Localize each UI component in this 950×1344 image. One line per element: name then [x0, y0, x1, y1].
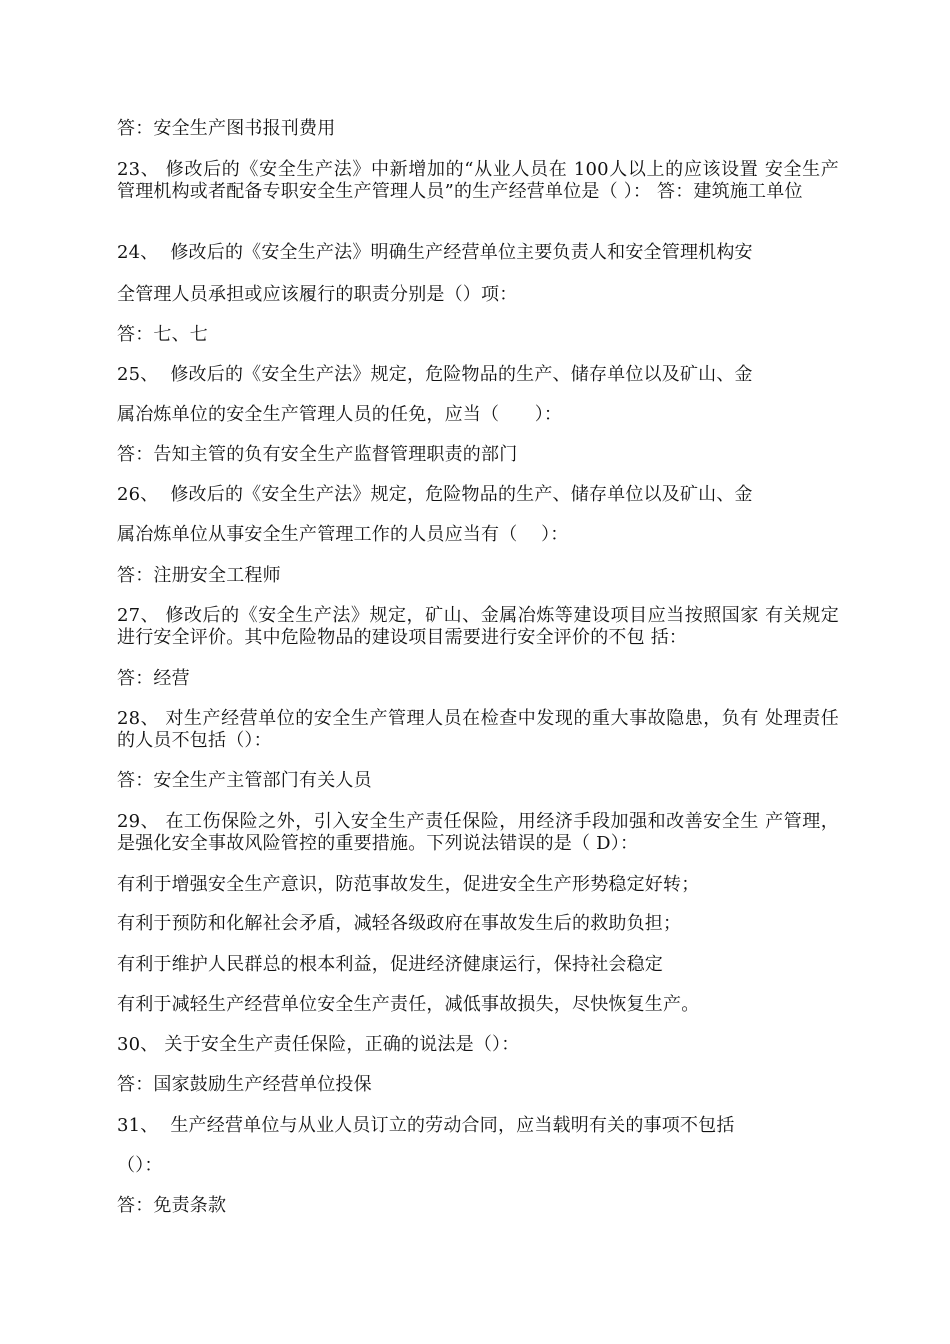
question-30: 30、 关于安全生产责任保险，正确的说法是（）：	[117, 1034, 520, 1055]
question-24: 24、 修改后的《安全生产法》明确生产经营单位主要负责人和安全管理机构安	[117, 242, 753, 263]
answer-line: 答：七、七	[117, 324, 208, 345]
answer-line: 答：注册安全工程师	[117, 565, 281, 586]
question-25: 25、 修改后的《安全生产法》规定，危险物品的生产、储存单位以及矿山、金	[117, 364, 753, 385]
answer-line: 答：安全生产图书报刊费用	[117, 118, 336, 139]
question-23: 23、 修改后的《安全生产法》中新增加的“从业人员在 100人以上的应该设置 安全生产管理机构或者配备专职安全生产管理人员”的生产经营单位是（ ）： 答：建筑施工单位	[117, 159, 839, 202]
answer-line: 答：告知主管的负有安全生产监督管理职责的部门	[117, 444, 518, 465]
question-31: 31、 生产经营单位与从业人员订立的劳动合同，应当载明有关的事项不包括	[117, 1115, 735, 1136]
question-27: 27、 修改后的《安全生产法》规定，矿山、金属冶炼等建设项目应当按照国家 有关规定进行安全评价。其中危险物品的建设项目需要进行安全评价的不包 括：	[117, 605, 839, 648]
answer-line: 答：安全生产主管部门有关人员	[117, 770, 372, 791]
question-24-continuation: 全管理人员承担或应该履行的职责分别是（）项：	[117, 284, 518, 305]
question-29: 29、 在工伤保险之外，引入安全生产责任保险，用经济手段加强和改善安全生 产管理，是强化安全事故风险管控的重要措施。下列说法错误的是（ D）：	[117, 811, 839, 854]
question-26-continuation: 属冶炼单位从事安全生产管理工作的人员应当有（ ）：	[117, 524, 569, 545]
question-25-continuation: 属冶炼单位的安全生产管理人员的任免，应当（ ）：	[117, 404, 563, 425]
option-line: 有利于增强安全生产意识，防范事故发生，促进安全生产形势稳定好转；	[117, 874, 700, 895]
answer-line: 答：国家鼓励生产经营单位投保	[117, 1074, 372, 1095]
option-line: 有利于预防和化解社会矛盾，减轻各级政府在事故发生后的救助负担；	[117, 913, 682, 934]
question-26: 26、 修改后的《安全生产法》规定，危险物品的生产、储存单位以及矿山、金	[117, 484, 753, 505]
answer-line: 答：免责条款	[117, 1195, 227, 1216]
answer-line: 答：经营	[117, 668, 190, 689]
option-line: 有利于维护人民群总的根本利益，促进经济健康运行，保持社会稳定	[117, 954, 663, 975]
question-31-continuation: （）：	[117, 1155, 163, 1176]
option-line: 有利于减轻生产经营单位安全生产责任，减低事故损失，尽快恢复生产。	[117, 994, 700, 1015]
question-28: 28、 对生产经营单位的安全生产管理人员在检查中发现的重大事故隐患，负有 处理责任的人员不包括（）：	[117, 708, 839, 751]
